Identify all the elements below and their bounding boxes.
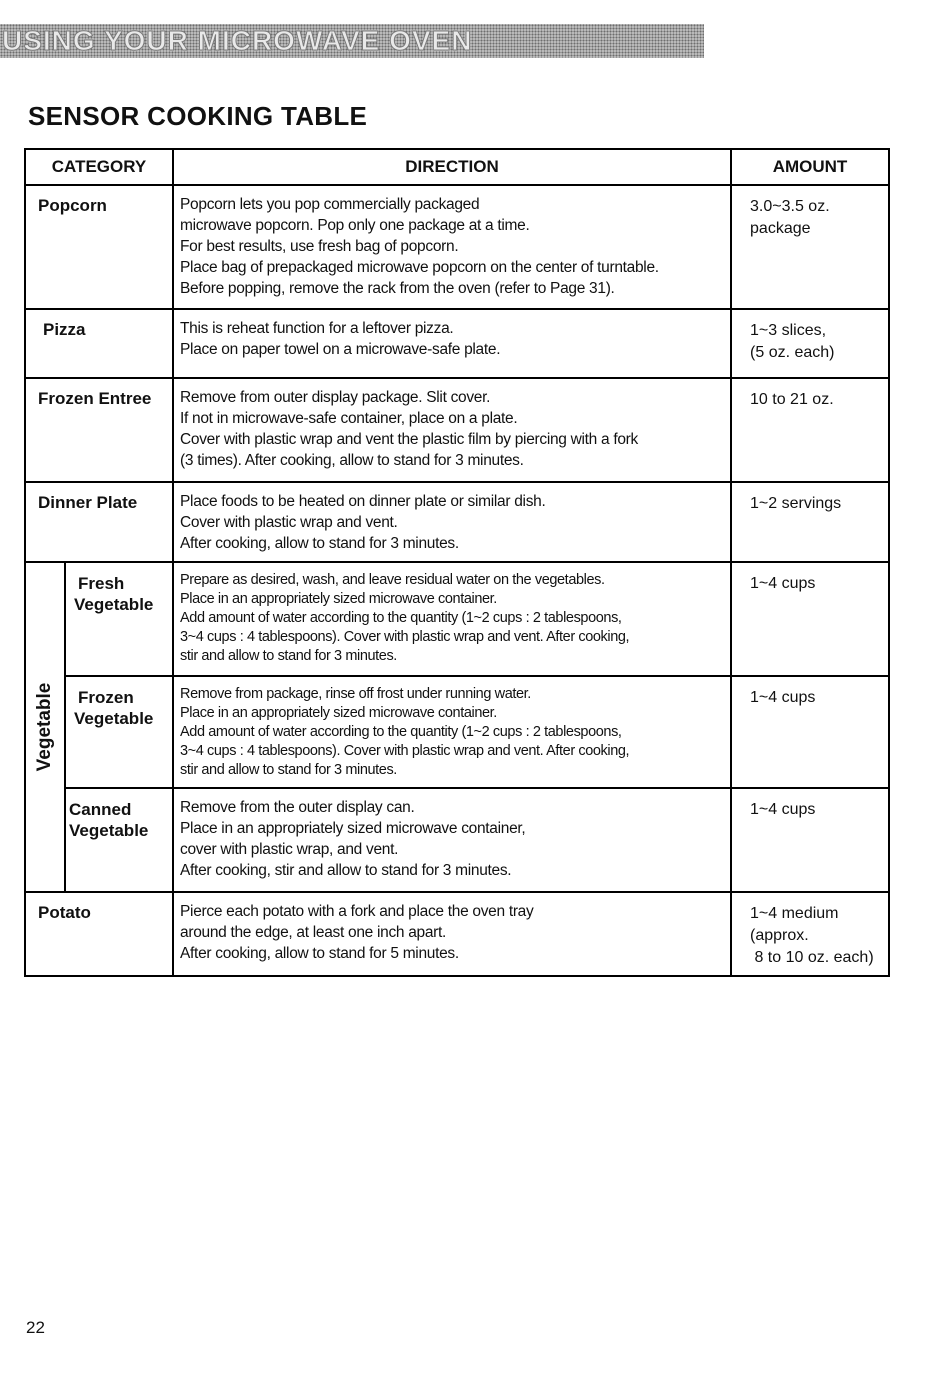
table-row — [25, 378, 889, 482]
amount-cell — [731, 562, 889, 676]
category-cell: Dinner Plate — [25, 482, 173, 562]
direction-line: For best results, use fresh bag of popcorn. — [180, 238, 459, 255]
direction-line: microwave popcorn. Pop only one package at a time. — [180, 217, 530, 234]
category-cell: Popcorn — [25, 185, 173, 309]
direction-line: stir and allow to stand for 3 minutes. — [180, 648, 397, 664]
amount-line: 10 to 21 oz. — [750, 391, 834, 408]
section-banner-text: USING YOUR MICROWAVE OVEN — [2, 25, 473, 56]
amount-cell — [731, 309, 889, 378]
direction-line: Pierce each potato with a fork and place the oven tray — [180, 903, 534, 920]
subcategory-cell — [65, 562, 173, 676]
direction-line: 3~4 cups : 4 tablespoons). Cover with plastic wrap and vent. After cooking, — [180, 743, 630, 759]
direction-line: cover with plastic wrap, and vent. — [180, 841, 399, 858]
direction-line: Add amount of water according to the quantity (1~2 cups : 2 tablespoons, — [180, 610, 622, 626]
vegetable-group-cell — [25, 562, 65, 892]
direction-line: Remove from package, rinse off frost under running water. — [180, 686, 531, 702]
vegetable-group-label: Vegetable — [34, 682, 55, 772]
direction-line: Place in an appropriately sized microwave container, — [180, 820, 526, 837]
direction-line: Place on paper towel on a microwave-safe plate. — [180, 341, 501, 358]
subcategory-line: Frozen — [78, 688, 134, 707]
direction-line: 3~4 cups : 4 tablespoons). Cover with plastic wrap and vent. After cooking, — [180, 629, 630, 645]
direction-cell — [173, 676, 731, 788]
page-number: 22 — [26, 1318, 45, 1337]
table-row — [25, 788, 889, 892]
table-row — [25, 482, 889, 562]
direction-line: Place in an appropriately sized microwave container. — [180, 591, 497, 607]
direction-cell — [173, 309, 731, 378]
amount-cell — [731, 788, 889, 892]
direction-line: Place in an appropriately sized microwave container. — [180, 705, 497, 721]
direction-cell — [173, 562, 731, 676]
direction-line: Prepare as desired, wash, and leave residual water on the vegetables. — [180, 572, 605, 588]
amount-line: package — [750, 220, 811, 237]
direction-cell — [173, 378, 731, 482]
amount-cell — [731, 185, 889, 309]
subcategory-line: Canned — [69, 800, 132, 819]
table-row — [25, 309, 889, 378]
direction-line: If not in microwave-safe container, place on a plate. — [180, 410, 518, 427]
direction-cell — [173, 892, 731, 976]
column-header-category: CATEGORY — [25, 149, 173, 185]
amount-line: (approx. — [750, 927, 809, 944]
direction-line: around the edge, at least one inch apart. — [180, 924, 447, 941]
direction-line: After cooking, stir and allow to stand for 3 minutes. — [180, 862, 512, 879]
subcategory-cell — [65, 788, 173, 892]
direction-line: This is reheat function for a leftover pizza. — [180, 320, 454, 337]
direction-line: Remove from outer display package. Slit cover. — [180, 389, 491, 406]
amount-line: (5 oz. each) — [750, 344, 835, 361]
amount-cell — [731, 378, 889, 482]
subcategory-line: Fresh — [78, 574, 125, 593]
category-cell: Frozen Entree — [25, 378, 173, 482]
table-row — [25, 676, 889, 788]
amount-line: 1~4 cups — [750, 689, 816, 706]
direction-line: Add amount of water according to the quantity (1~2 cups : 2 tablespoons, — [180, 724, 622, 740]
amount-line: 1~4 cups — [750, 801, 816, 818]
direction-line: (3 times). After cooking, allow to stand for 3 minutes. — [180, 452, 524, 469]
sensor-cooking-table — [24, 148, 890, 977]
table-row — [25, 185, 889, 309]
direction-line: Cover with plastic wrap and vent the plastic film by piercing with a fork — [180, 431, 638, 448]
amount-cell — [731, 892, 889, 976]
column-header-amount: AMOUNT — [731, 149, 889, 185]
amount-line: 1~2 servings — [750, 495, 842, 512]
direction-line: After cooking, allow to stand for 3 minutes. — [180, 535, 459, 552]
direction-cell — [173, 185, 731, 309]
subcategory-cell — [65, 676, 173, 788]
table-header-row — [25, 149, 889, 185]
category-cell: Pizza — [25, 309, 173, 378]
amount-line: 1~4 medium — [750, 905, 839, 922]
direction-line: Popcorn lets you pop commercially packaged — [180, 196, 480, 213]
direction-line: After cooking, allow to stand for 5 minutes. — [180, 945, 459, 962]
amount-line: 1~4 cups — [750, 575, 816, 592]
page-title: SENSOR COOKING TABLE — [28, 101, 368, 131]
subcategory-line: Vegetable — [69, 821, 149, 840]
section-banner — [0, 24, 704, 58]
table-row — [25, 892, 889, 976]
table-row — [25, 562, 889, 676]
amount-line: 8 to 10 oz. each) — [750, 949, 874, 966]
direction-line: stir and allow to stand for 3 minutes. — [180, 762, 397, 778]
amount-cell — [731, 676, 889, 788]
direction-line: Place foods to be heated on dinner plate or similar dish. — [180, 493, 546, 510]
direction-cell — [173, 788, 731, 892]
amount-cell — [731, 482, 889, 562]
column-header-direction: DIRECTION — [173, 149, 731, 185]
direction-line: Cover with plastic wrap and vent. — [180, 514, 398, 531]
subcategory-line: Vegetable — [74, 709, 154, 728]
amount-line: 3.0~3.5 oz. — [750, 198, 830, 215]
direction-line: Before popping, remove the rack from the oven (refer to Page 31). — [180, 280, 615, 297]
direction-line: Remove from the outer display can. — [180, 799, 415, 816]
category-cell: Potato — [25, 892, 173, 976]
subcategory-line: Vegetable — [74, 595, 154, 614]
amount-line: 1~3 slices, — [750, 322, 827, 339]
direction-line: Place bag of prepackaged microwave popcorn on the center of turntable. — [180, 259, 659, 276]
direction-cell — [173, 482, 731, 562]
